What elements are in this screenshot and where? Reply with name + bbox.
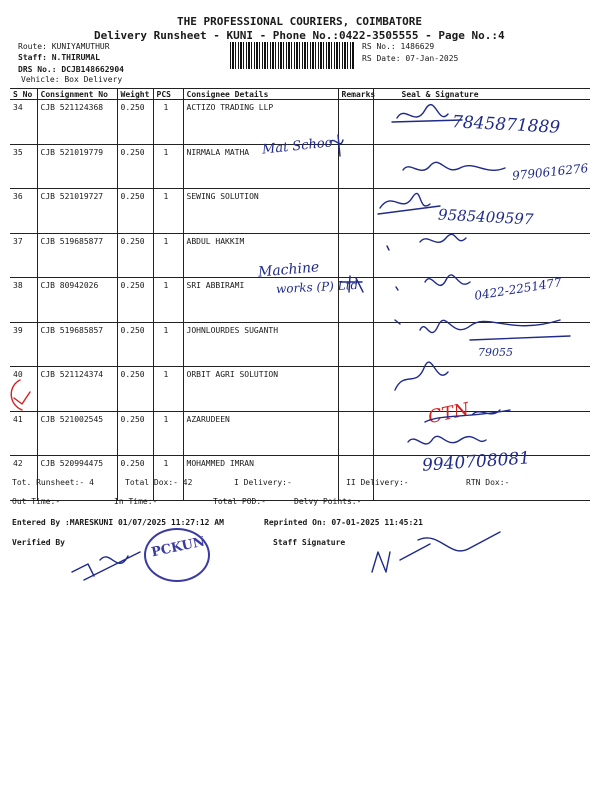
cell-pcs: 1 — [153, 367, 183, 412]
entered-by: Entered By :MARESKUNI 01/07/2025 11:27:12 AM — [12, 518, 224, 527]
handwritten-phone: 0422-2251477 — [473, 275, 563, 303]
signature-row-37 — [387, 234, 466, 250]
red-circle-mark — [11, 380, 22, 410]
col-header-pcs: PCS — [153, 89, 183, 100]
handwritten-mark: CTN — [426, 398, 472, 429]
total-pod: Total POD:- — [213, 497, 266, 506]
cell-sno: 41 — [10, 411, 37, 456]
delvy-points: Delvy Points:- — [294, 497, 362, 506]
cell-weight: 0.250 — [117, 233, 153, 278]
handwritten-note: Machine — [257, 259, 320, 281]
cell-sno: 36 — [10, 189, 37, 234]
cell-sno: 37 — [10, 233, 37, 278]
cell-consignment: CJB 521124368 — [37, 100, 117, 145]
tick-mark — [14, 392, 30, 404]
cell-pcs: 1 — [153, 100, 183, 145]
cell-weight: 0.250 — [117, 411, 153, 456]
cell-consignee: NIRMALA MATHA — [183, 144, 338, 189]
total-dox: Total Dox:- 42 — [125, 478, 193, 487]
cell-consignee: SRI ABBIRAMI — [183, 278, 338, 323]
handwritten-phone: 9940708081 — [421, 448, 531, 476]
cell-pcs: 1 — [153, 456, 183, 501]
cell-consignment: CJB 520994475 — [37, 456, 117, 501]
signature-row-38 — [396, 275, 470, 290]
cell-sno: 42 — [10, 456, 37, 501]
col-header-sno: S No — [10, 89, 37, 100]
cell-weight: 0.250 — [117, 278, 153, 323]
vehicle-label: Vehicle: Box Delivery — [21, 75, 123, 84]
handwritten-phone: 9585409597 — [437, 205, 534, 229]
route-label: Route: KUNIYAMUTHUR — [18, 42, 110, 51]
cell-weight: 0.250 — [117, 100, 153, 145]
cell-consignment: CJB 80942026 — [37, 278, 117, 323]
cell-weight: 0.250 — [117, 322, 153, 367]
rs-number: RS No.: 1486629 — [362, 42, 435, 51]
cell-weight: 0.250 — [117, 367, 153, 412]
staff-signature-label: Staff Signature — [273, 538, 346, 547]
verified-by: Verified By — [12, 538, 65, 547]
signature-row-41 — [425, 410, 510, 422]
cell-sno: 39 — [10, 322, 37, 367]
cell-pcs: 1 — [153, 189, 183, 234]
cell-consignee: JOHNLOURDES SUGANTH — [183, 322, 338, 367]
cell-consignment: CJB 521124374 — [37, 367, 117, 412]
signature-row-42 — [408, 436, 486, 444]
handwritten-note: works (P) Ltd — [275, 277, 359, 297]
signature-row-35 — [403, 162, 505, 170]
signature-row-34 — [392, 105, 462, 122]
rtn-dox: RTN Dox:- — [466, 478, 510, 487]
verified-by-signature — [72, 552, 140, 580]
cell-consignee: AZARUDEEN — [183, 411, 338, 456]
cell-weight: 0.250 — [117, 456, 153, 501]
cell-sno: 35 — [10, 144, 37, 189]
handwritten-phone: 79055 — [478, 346, 513, 359]
stamp: PCKUN — [150, 534, 207, 561]
cell-consignment: CJB 521002545 — [37, 411, 117, 456]
cell-pcs: 1 — [153, 411, 183, 456]
staff-signature — [372, 532, 500, 572]
col-header-weight: Weight — [117, 89, 153, 100]
cell-weight: 0.250 — [117, 189, 153, 234]
col-header-consignee: Consignee Details — [183, 89, 338, 100]
i-delivery: I Delivery:- — [234, 478, 292, 487]
cell-consignment: CJB 519685857 — [37, 322, 117, 367]
in-time: In Time:- — [114, 497, 158, 506]
signature-row-35-remarks — [330, 135, 343, 156]
cell-consignment: CJB 521019779 — [37, 144, 117, 189]
handwritten-phone: 7845871889 — [451, 112, 561, 138]
ii-delivery: II Delivery:- — [346, 478, 409, 487]
cell-consignee: MOHAMMED IMRAN — [183, 456, 338, 501]
company-title: THE PROFESSIONAL COURIERS, COIMBATORE — [177, 15, 423, 28]
cell-consignment: CJB 521019727 — [37, 189, 117, 234]
col-header-consignment: Consignment No — [37, 89, 117, 100]
signature-row-38-remarks — [340, 276, 363, 292]
cell-pcs: 1 — [153, 144, 183, 189]
signature-row-36 — [378, 193, 440, 214]
handwritten-phone: 9790616276 — [511, 161, 589, 183]
tot-runsheet: Tot. Runsheet:- 4 — [12, 478, 94, 487]
cell-consignee: SEWING SOLUTION — [183, 189, 338, 234]
out-time: Out Time:- — [12, 497, 61, 506]
cell-pcs: 1 — [153, 233, 183, 278]
drs-number: DRS No.: DCJB148662904 — [18, 65, 124, 74]
signature-row-40 — [395, 362, 448, 390]
cell-weight: 0.250 — [117, 144, 153, 189]
cell-pcs: 1 — [153, 278, 183, 323]
cell-sno: 40 — [10, 367, 37, 412]
runsheet-subtitle: Delivery Runsheet - KUNI - Phone No.:0422-3505555 - Page No.:4 — [94, 29, 505, 42]
cell-consignee: ORBIT AGRI SOLUTION — [183, 367, 338, 412]
cell-sno: 38 — [10, 278, 37, 323]
cell-consignment: CJB 519685877 — [37, 233, 117, 278]
cell-consignee: ACTIZO TRADING LLP — [183, 100, 338, 145]
cell-sno: 34 — [10, 100, 37, 145]
handwritten-note: Mat Schoo — [261, 135, 334, 158]
staff-label: Staff: N.THIRUMAL — [18, 53, 100, 62]
signature-row-39 — [395, 320, 570, 340]
cell-pcs: 1 — [153, 322, 183, 367]
rs-date: RS Date: 07-Jan-2025 — [362, 54, 459, 63]
col-header-signature: Seal & Signature — [373, 89, 590, 100]
cell-consignee: ABDUL HAKKIM — [183, 233, 338, 278]
reprinted-on: Reprinted On: 07-01-2025 11:45:21 — [264, 518, 423, 527]
col-header-remarks: Remarks — [338, 89, 373, 100]
